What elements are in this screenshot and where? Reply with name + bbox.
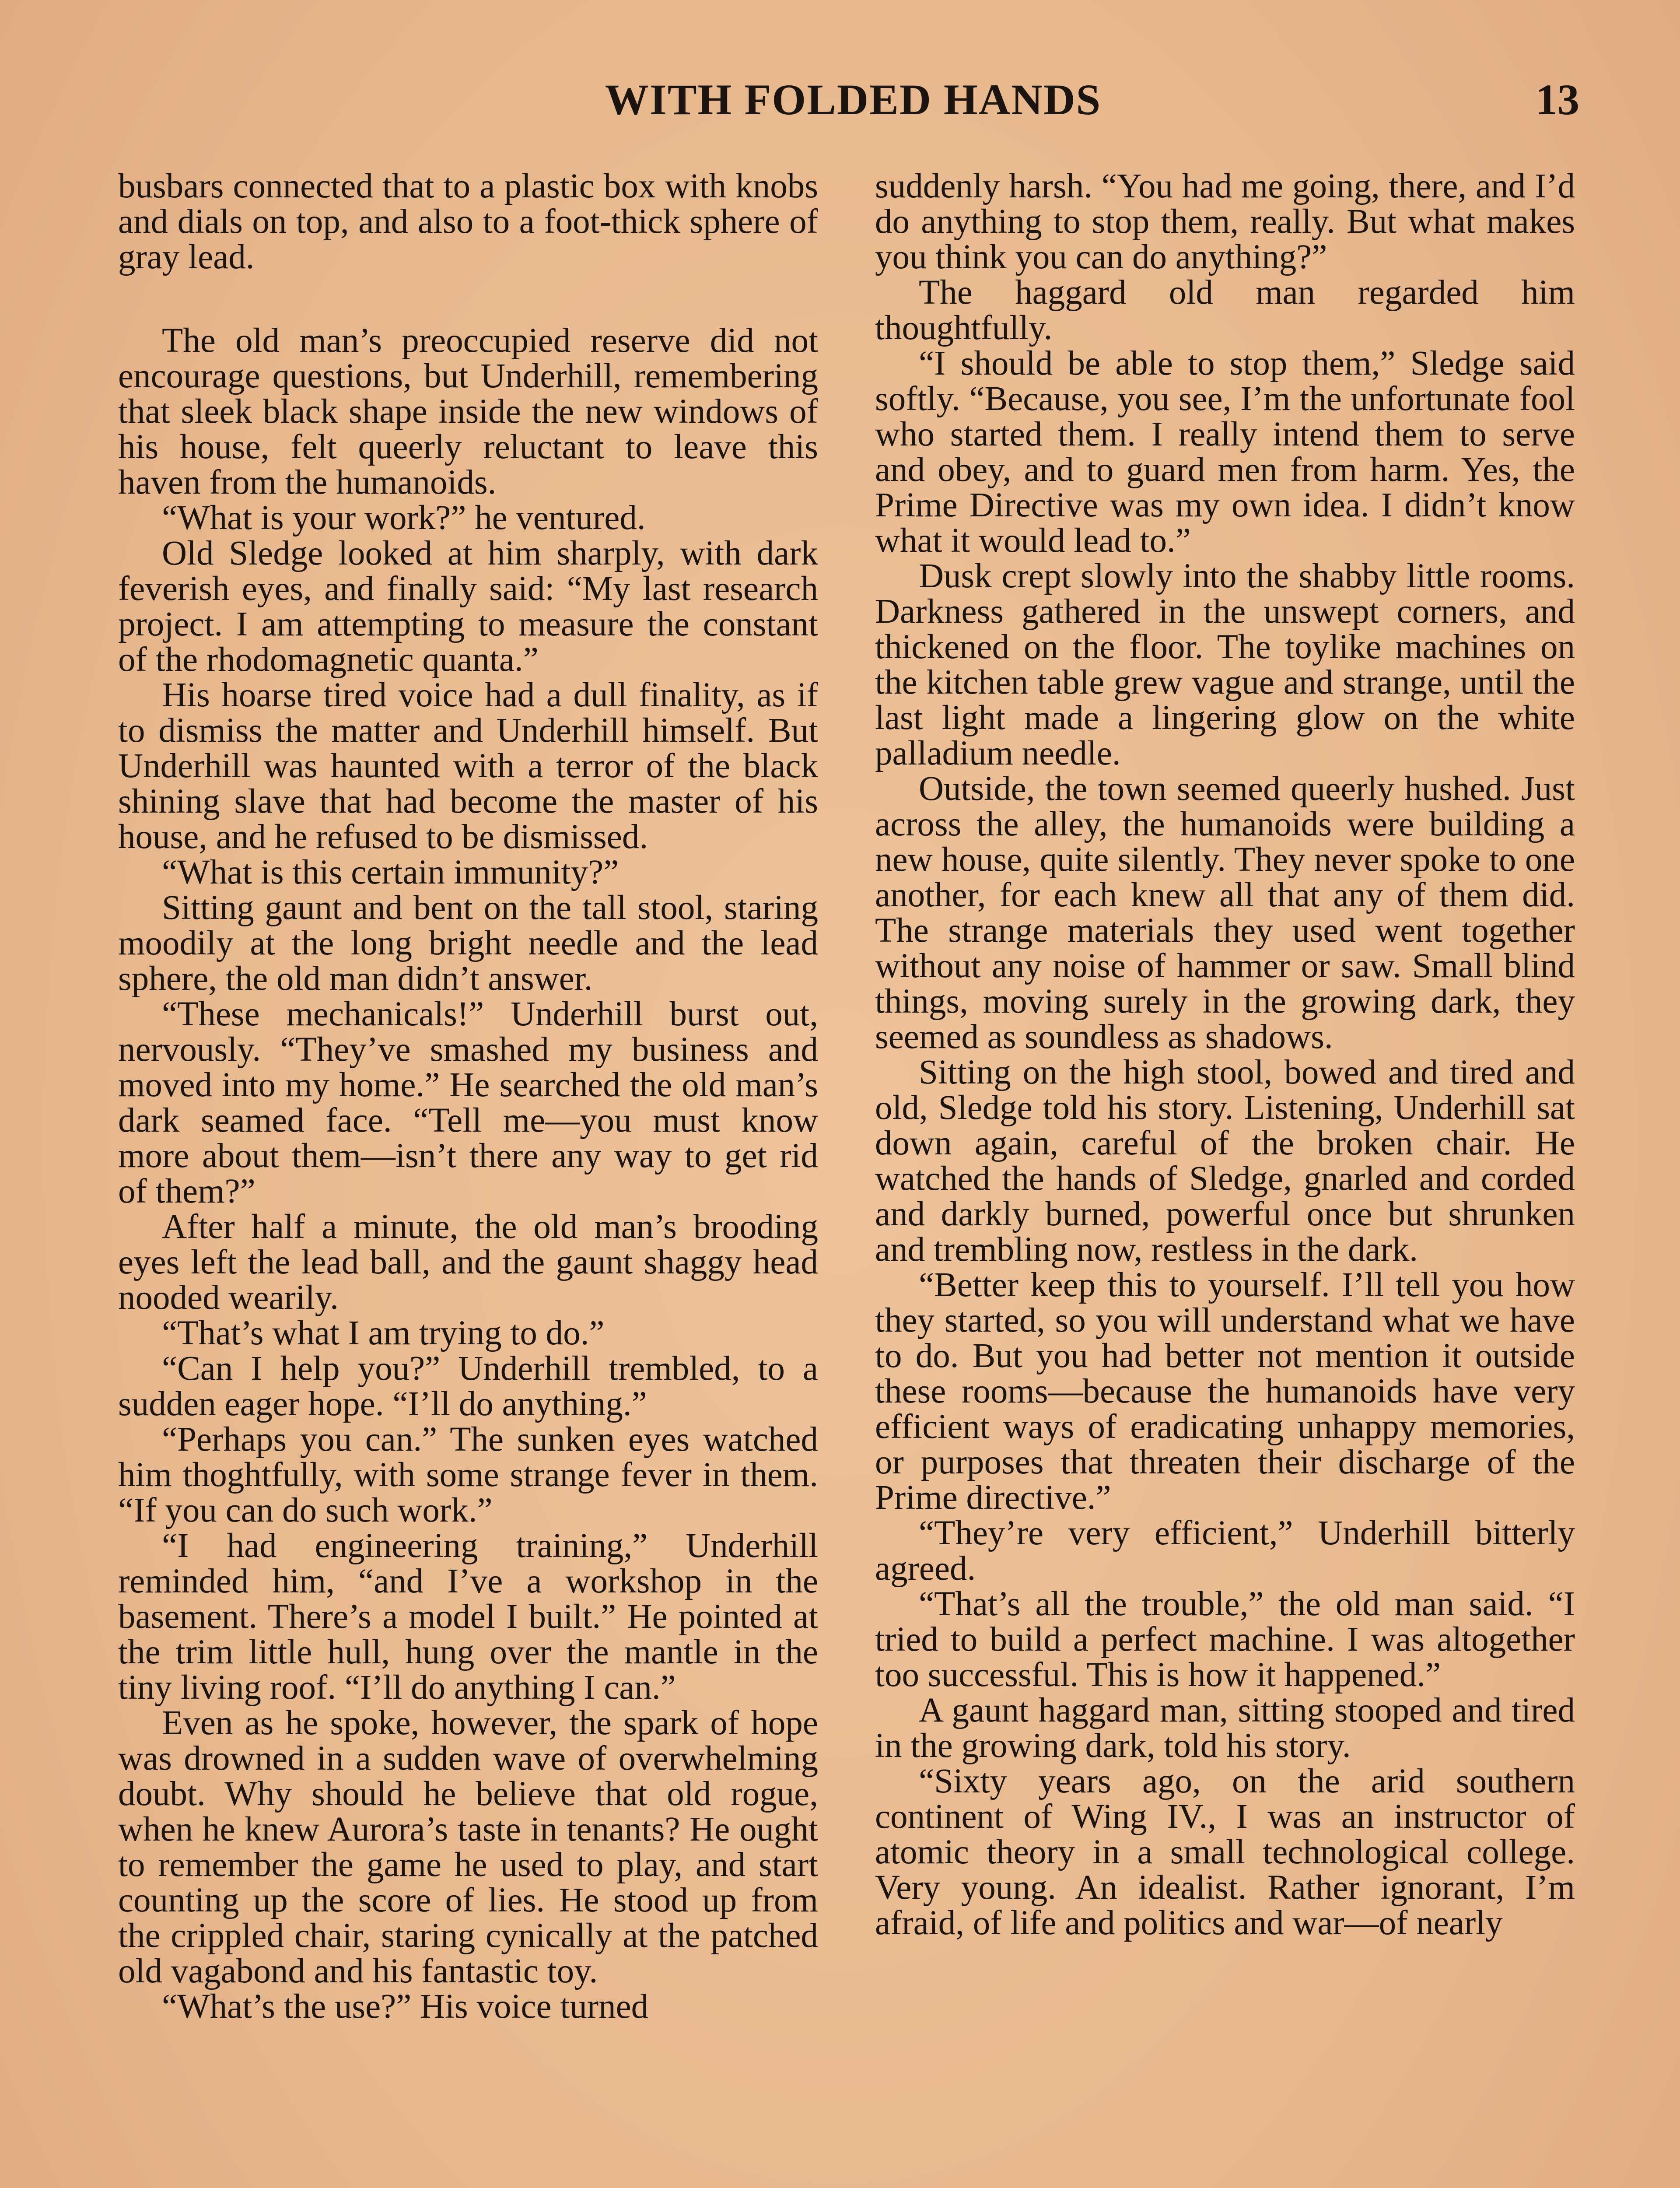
paragraph: Sitting gaunt and bent on the tall stool, staring moodily at the long bright needle and the lead sphere, the old man didn’t answer. [118,889,818,998]
page-number: 13 [1536,75,1579,124]
running-title: WITH FOLDED HANDS [605,75,1102,124]
left-column [118,168,818,2024]
paragraph: His hoarse tired voice had a dull finality, as if to dismiss the matter and Underhill himself. But Underhill was haunted with a terror of the black shining slave that had become the master of his house, and he refused to be dismissed. [118,676,818,856]
paragraph: “Can I help you?” Underhill trembled, to a sudden eager hope. “I’ll do anything.” [118,1350,818,1423]
paragraph: “What is this certain immunity?” [162,853,619,891]
paragraph: “Sixty years ago, on the arid southern continent of Wing IV., I was an instructor of atomic theory in a small technological college. Very young. An idealist. Rather ignorant, I’m afraid, of life and politics and war—of nearly [875,1762,1575,1942]
paragraph: “These mechanicals!” Underhill burst out, nervously. “They’ve smashed my business and moved into my home.” He searched the old man’s dark seamed face. “Tell me—you must know more about them—isn’t there any way to get rid of them?” [118,995,818,1210]
paragraph: “I should be able to stop them,” Sledge said softly. “Because, you see, I’m the unfortunate fool who started them. I really intend them to serve and obey, and to guard men from harm. Yes, the Prime Directive was my own idea. I didn’t know what it would lead to.” [875,344,1575,560]
paragraph: “What’s the use?” His voice turned [162,1988,649,2026]
paragraph: “Perhaps you can.” The sunken eyes watched him thoghtfully, with some strange fever in them. “If you can do such work.” [118,1420,818,1529]
paragraph: suddenly harsh. “You had me going, there, and I’d do anything to stop them, really. But what makes you think you can do anything?” [875,167,1575,276]
right-column [875,168,1575,1941]
paragraph: A gaunt haggard man, sitting stooped and tired in the growing dark, told his story. [875,1691,1575,1765]
paragraph: “That’s what I am trying to do.” [162,1314,605,1352]
paragraph: The haggard old man regarded him thoughtfully. [875,274,1575,347]
paragraph: “They’re very efficient,” Underhill bitterly agreed. [875,1514,1575,1588]
paragraph: “What is your work?” he ventured. [162,499,646,537]
paragraph: The old man’s preoccupied reserve did not encourage questions, but Underhill, remembering that sleek black shape inside the new windows of his house, felt queerly reluctant to leave this haven from the humanoids. [118,322,818,501]
paragraph: “That’s all the trouble,” the old man said. “I tried to build a perfect machine. I was altogether too successful. This is how it happened.” [875,1585,1575,1694]
paragraph: “I had engineering training,” Underhill reminded him, “and I’ve a workshop in the basement. There’s a model I built.” He pointed at the trim little hull, hung over the mantle in the tiny living roof. “I’ll do anything I can.” [118,1527,818,1707]
paragraph: Even as he spoke, however, the spark of hope was drowned in a sudden wave of overwhelming doubt. Why should he believe that old rogue, when he knew Aurora’s taste in tenants? He ought to remember the game he used to play, and start counting up the score of lies. He stood up from the crippled chair, staring cynically at the patched old vagabond and his fantastic toy. [118,1704,818,1990]
paragraph: “Better keep this to yourself. I’ll tell you how they started, so you will understand what we have to do. But you had better not mention it outside these rooms—because the humanoids have very efficient ways of eradicating unhappy memories, or purposes that threaten their discharge of the Prime directive.” [875,1266,1575,1517]
paragraph: Dusk crept slowly into the shabby little rooms. Darkness gathered in the unswept corners, and thickened on the floor. The toylike machines on the kitchen table grew vague and strange, until the last light made a lingering glow on the white palladium needle. [875,557,1575,772]
paragraph: After half a minute, the old man’s brooding eyes left the lead ball, and the gaunt shaggy head nooded wearily. [118,1208,818,1317]
paragraph: Sitting on the high stool, bowed and tired and old, Sledge told his story. Listening, Underhill sat down again, careful of the broken chair. He watched the hands of Sledge, gnarled and corded and darkly burned, powerful once but shrunken and trembling now, restless in the dark. [875,1053,1575,1269]
paragraph: busbars connected that to a plastic box with knobs and dials on top, and also to a foot-thick sphere of gray lead. [118,167,818,276]
paragraph: Outside, the town seemed queerly hushed. Just across the alley, the humanoids were building a new house, quite silently. They never spoke to one another, for each knew all that any of them did. The strange materials they used went together without any noise of hammer or saw. Small blind things, moving surely in the growing dark, they seemed as soundless as shadows. [875,770,1575,1056]
paragraph: Old Sledge looked at him sharply, with dark feverish eyes, and finally said: “My last research project. I am attempting to measure the constant of the rhodomagnetic quanta.” [118,534,818,679]
